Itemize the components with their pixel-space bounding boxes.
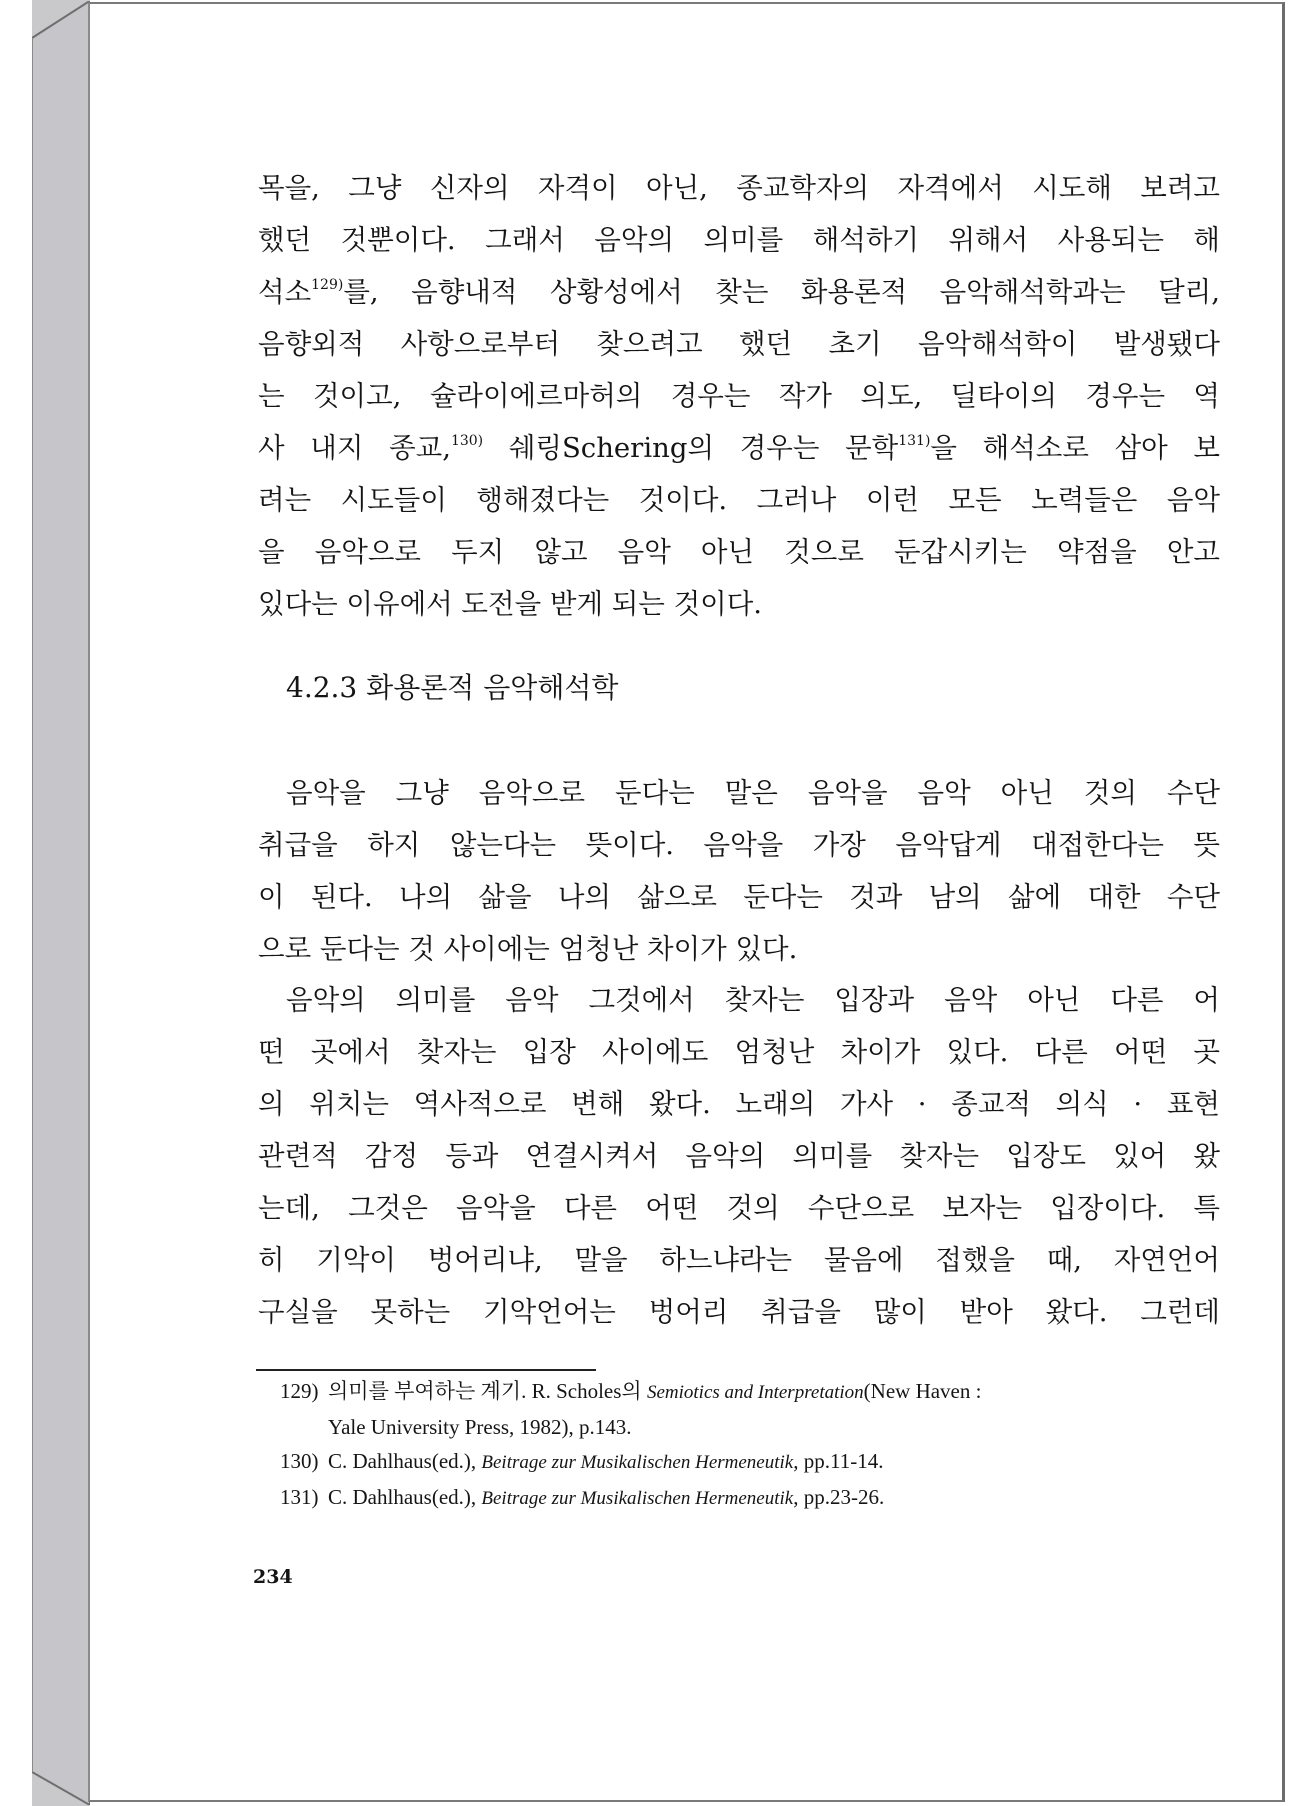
text-fragment: 를, 음향내적 상황성에서 찾는 화용론적 음악해석학과는 달리, bbox=[343, 276, 1220, 308]
text-line: 는데, 그것은 음악을 다른 어떤 것의 수단으로 보자는 입장이다. 특 bbox=[258, 1192, 1220, 1224]
text-line: 는 것이고, 슐라이에르마허의 경우는 작가 의도, 딜타이의 경우는 역 bbox=[258, 380, 1220, 412]
text-fragment: 쉐링Schering의 경우는 문학 bbox=[483, 432, 899, 464]
footnotes bbox=[280, 1374, 1220, 1516]
text-line: 의 위치는 역사적으로 변해 왔다. 노래의 가사 · 종교적 의식 · 표현 bbox=[258, 1088, 1220, 1120]
footnote-text: 의미를 부여하는 계기. R. Scholes의 bbox=[328, 1379, 647, 1403]
footnote-number: 131) bbox=[280, 1485, 319, 1509]
text-fragment: 사 내지 종교, bbox=[258, 432, 451, 464]
footnote-number: 129) bbox=[280, 1379, 319, 1403]
page-spine bbox=[32, 0, 90, 1806]
footnote-title: Beitrage zur Musikalischen Hermeneutik bbox=[481, 1488, 794, 1509]
text-line: 관련적 감정 등과 연결시켜서 음악의 의미를 찾자는 입장도 있어 왔 bbox=[258, 1140, 1220, 1172]
text-line: 음악을 그냥 음악으로 둔다는 말은 음악을 음악 아닌 것의 수단 bbox=[286, 777, 1220, 809]
text-line: 을 음악으로 두지 않고 음악 아닌 것으로 둔갑시키는 약점을 안고 bbox=[258, 536, 1220, 568]
paragraph-3 bbox=[258, 974, 1220, 1338]
text-line: 취급을 하지 않는다는 뜻이다. 음악을 가장 음악답게 대접한다는 뜻 bbox=[258, 829, 1220, 861]
paragraph-2 bbox=[258, 767, 1220, 975]
footnote-text: C. Dahlhaus(ed.), bbox=[328, 1449, 482, 1473]
page-number: 234 bbox=[253, 1566, 293, 1588]
text-line: 음향외적 사항으로부터 찾으려고 했던 초기 음악해석학이 발생됐다 bbox=[258, 328, 1220, 360]
footnote-129 bbox=[280, 1374, 1220, 1444]
text-fragment: 을 해석소로 삼아 보 bbox=[930, 432, 1220, 464]
text-line: 려는 시도들이 행해졌다는 것이다. 그러나 이런 모든 노력들은 음악 bbox=[258, 484, 1220, 516]
text-line: 으로 둔다는 것 사이에는 엄청난 차이가 있다. bbox=[258, 933, 798, 965]
footnote-ref-130[interactable]: 130) bbox=[450, 433, 484, 449]
text-line: 이 된다. 나의 삶을 나의 삶으로 둔다는 것과 남의 삶에 대한 수단 bbox=[258, 881, 1220, 913]
text-line: 히 기악이 벙어리냐, 말을 하느냐라는 물음에 접했을 때, 자연언어 bbox=[258, 1244, 1220, 1276]
text-line bbox=[258, 266, 1220, 318]
footnote-text: Yale University Press, 1982), p.143. bbox=[328, 1415, 632, 1439]
footnote-ref-129[interactable]: 129) bbox=[311, 277, 344, 293]
document-page bbox=[88, 2, 1285, 1802]
footnote-text: (New Haven : bbox=[863, 1379, 982, 1403]
text-line: 목을, 그냥 신자의 자격이 아닌, 종교학자의 자격에서 시도해 보려고 bbox=[258, 172, 1220, 204]
text-line: 했던 것뿐이다. 그래서 음악의 의미를 해석하기 위해서 사용되는 해 bbox=[258, 224, 1220, 256]
page-edge-shading bbox=[32, 0, 90, 1806]
footnote-title: Semiotics and Interpretation bbox=[646, 1382, 864, 1403]
text-line: 있다는 이유에서 도전을 받게 되는 것이다. bbox=[258, 588, 763, 620]
footnote-131 bbox=[280, 1480, 1220, 1516]
footnote-divider bbox=[256, 1369, 596, 1371]
section-heading: 4.2.3 화용론적 음악해석학 bbox=[286, 671, 619, 704]
text-line bbox=[258, 422, 1220, 474]
text-line: 떤 곳에서 찾자는 입장 사이에도 엄청난 차이가 있다. 다른 어떤 곳 bbox=[258, 1036, 1220, 1068]
footnote-ref-131[interactable]: 131) bbox=[898, 433, 931, 449]
footnote-title: Beitrage zur Musikalischen Hermeneutik bbox=[481, 1452, 794, 1473]
footnote-text: , pp.11-14. bbox=[793, 1449, 884, 1473]
text-line: 음악의 의미를 음악 그것에서 찾자는 입장과 음악 아닌 다른 어 bbox=[286, 984, 1220, 1016]
paragraph-1 bbox=[258, 162, 1220, 630]
footnote-text: C. Dahlhaus(ed.), bbox=[328, 1485, 482, 1509]
text-fragment: 석소 bbox=[258, 276, 312, 308]
text-line: 구실을 못하는 기악언어는 벙어리 취급을 많이 받아 왔다. 그런데 bbox=[258, 1296, 1220, 1328]
footnote-number: 130) bbox=[280, 1449, 319, 1473]
footnote-130 bbox=[280, 1444, 1220, 1480]
footnote-text: , pp.23-26. bbox=[793, 1485, 885, 1509]
